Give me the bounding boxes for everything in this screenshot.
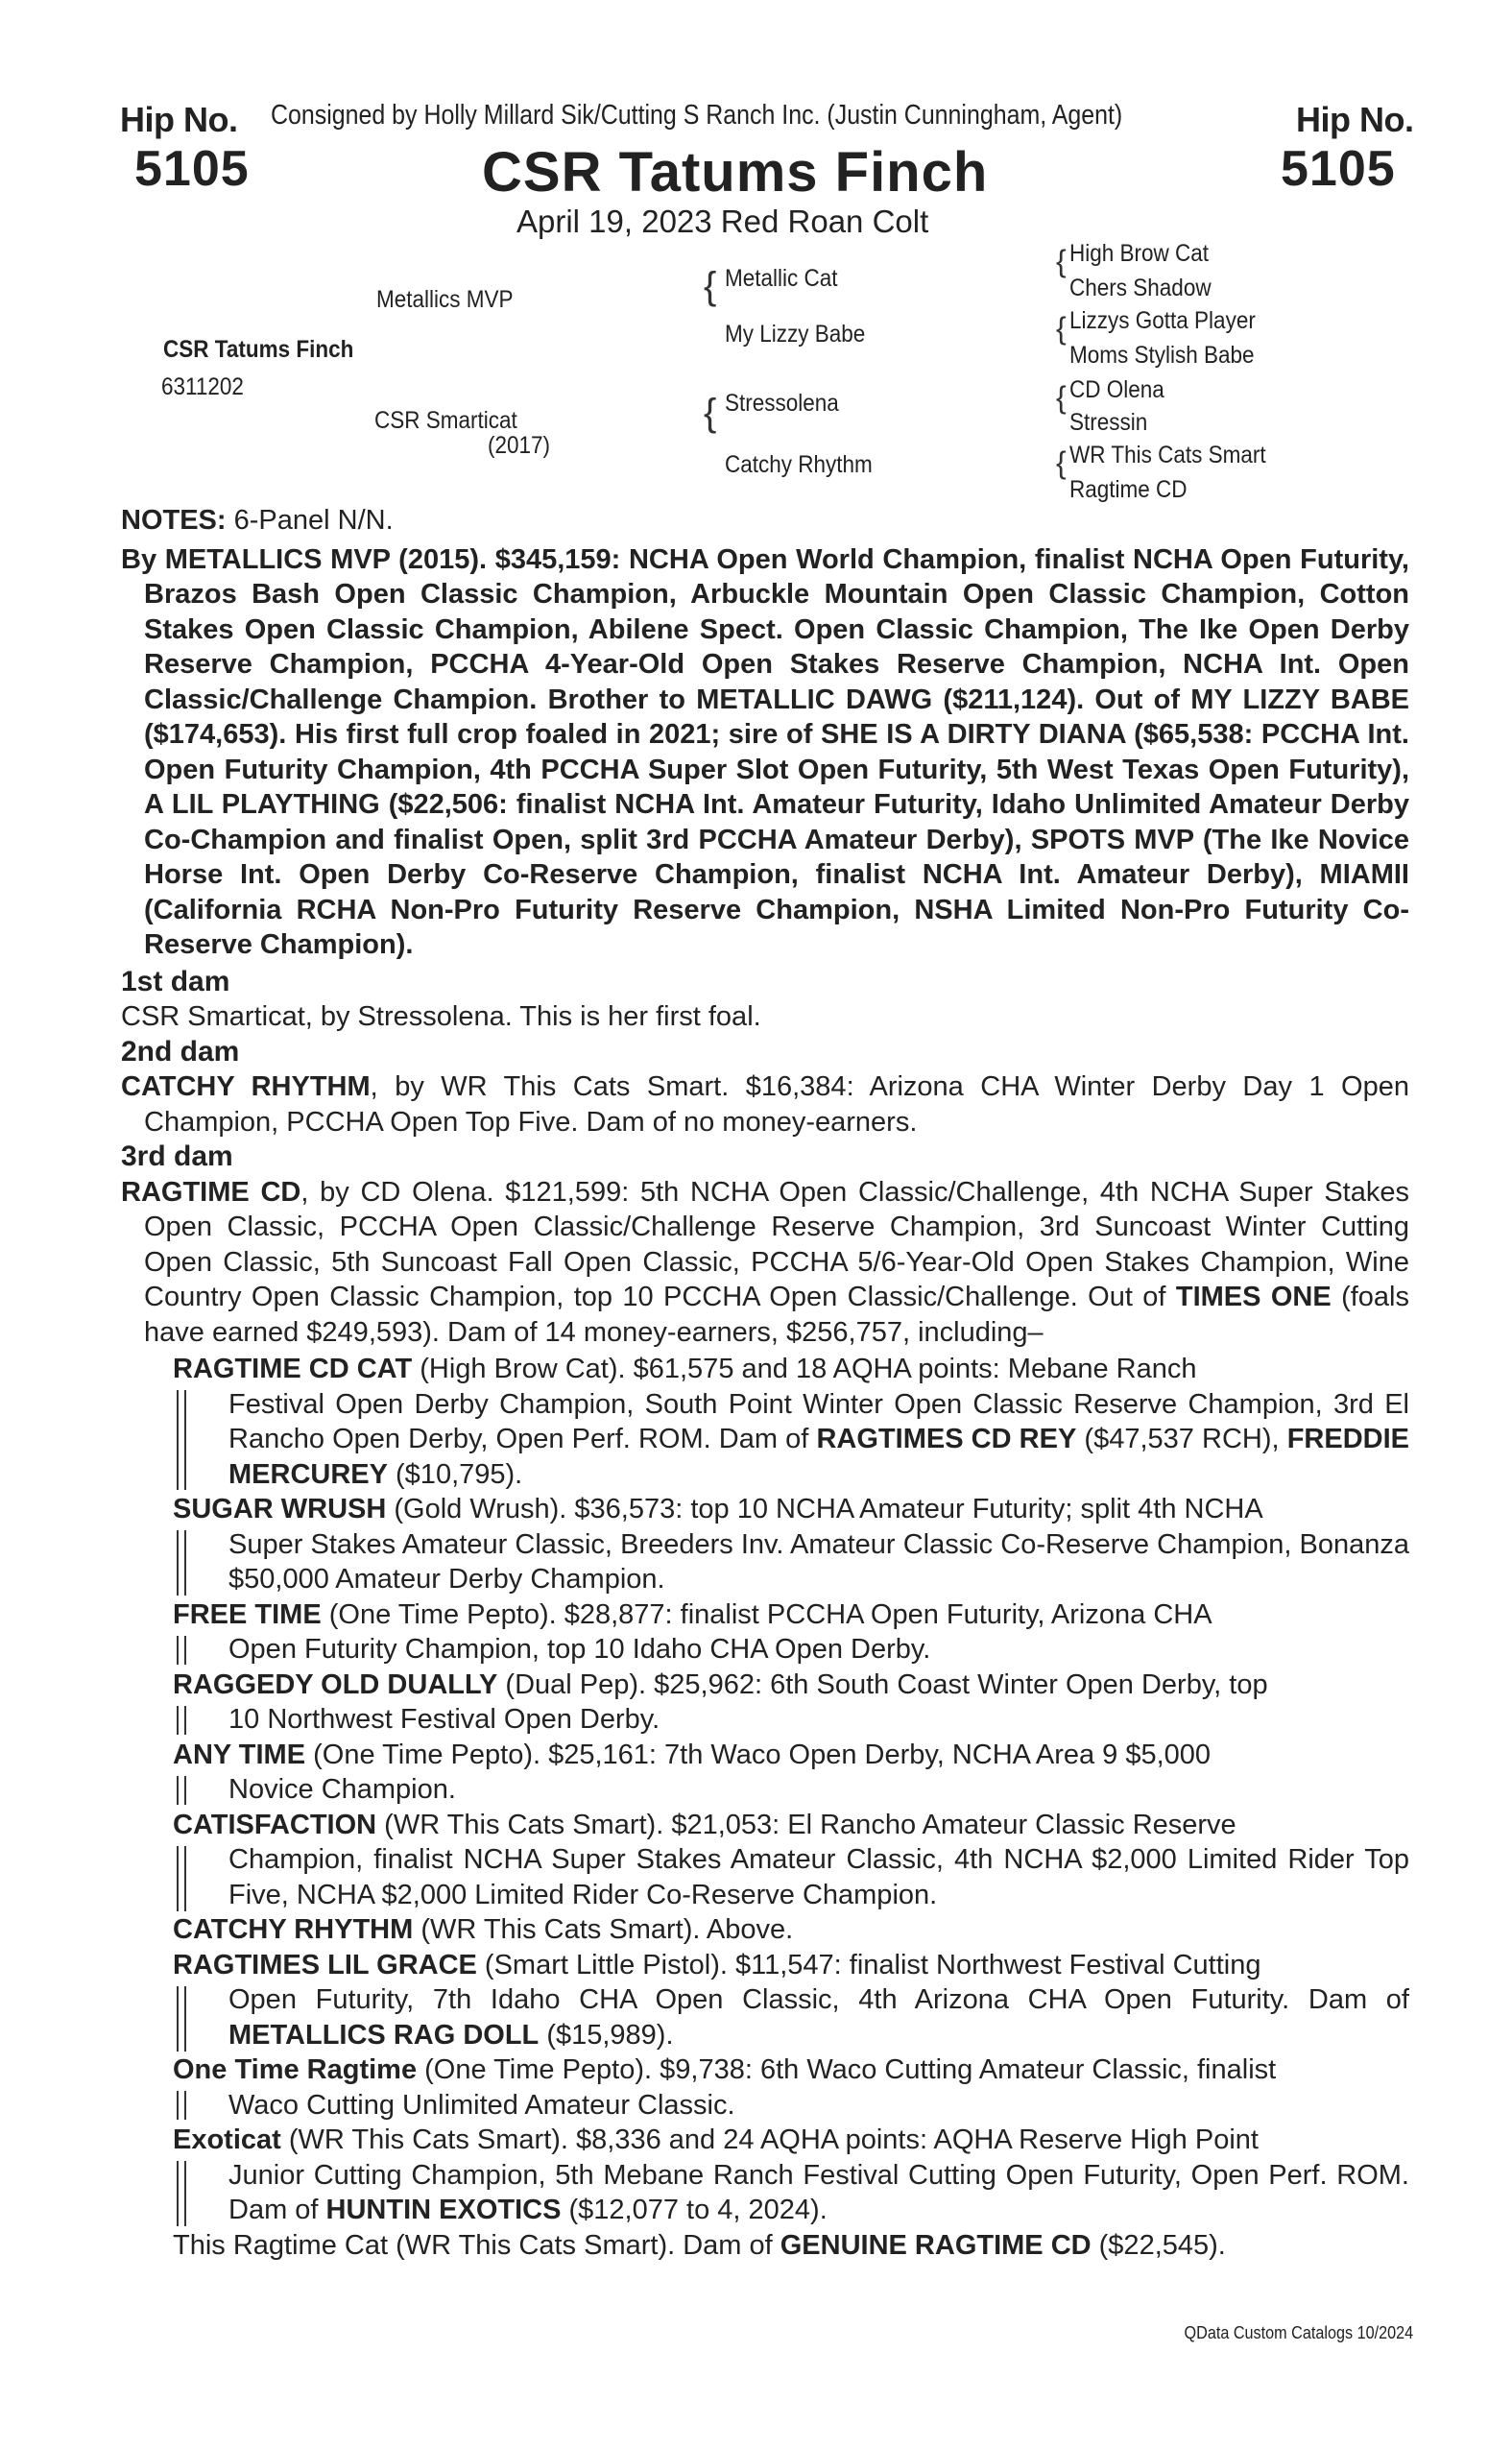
- produce-name: RAGTIME CD CAT: [173, 1354, 413, 1384]
- produce-name: RAGGEDY OLD DUALLY: [173, 1668, 498, 1700]
- third-dam-name: RAGTIME CD: [121, 1176, 301, 1208]
- pedigree-dd-dam: Ragtime CD: [1069, 476, 1188, 503]
- produce-offspring: RAGTIMES CD REY: [816, 1424, 1077, 1454]
- produce-body: [173, 2158, 1409, 2228]
- catalog-body: [121, 503, 1409, 2263]
- produce-item: [121, 1597, 1409, 1668]
- second-dam-paragraph: [121, 1069, 1409, 1140]
- produce-first-line: [173, 1352, 1409, 1387]
- produce-first-text: (WR This Cats Smart). Dam of: [388, 2229, 780, 2261]
- produce-item: [121, 2228, 1409, 2264]
- pedigree-dam: CSR Smarticat: [374, 407, 517, 434]
- produce-bars: [177, 1706, 186, 1735]
- third-dam-text-b: (foals have earned $249,593). Dam of 14 money-earners, $256,757, including–: [144, 1282, 1409, 1348]
- produce-item: [121, 1668, 1409, 1738]
- consigned-by: Consigned by Holly Millard Sik/Cutting S Ranch Inc. (Justin Cunningham, Agent): [271, 100, 1123, 131]
- foal-line: April 19, 2023 Red Roan Colt: [516, 204, 929, 239]
- produce-first-line: [173, 2052, 1409, 2088]
- produce-rest: ($47,537 RCH),: [1076, 1424, 1287, 1454]
- produce-body: [173, 2088, 1409, 2124]
- pedigree-sd-dam: Moms Stylish Babe: [1069, 342, 1255, 369]
- produce-item: [121, 1948, 1409, 2053]
- produce-name: RAGTIMES LIL GRACE: [173, 1949, 477, 1980]
- produce-offspring: FREDDIE MERCUREY: [228, 1424, 1410, 1490]
- produce-list: [121, 1352, 1409, 2263]
- produce-item: [121, 2123, 1409, 2228]
- produce-rest: ($10,795).: [387, 1458, 523, 1490]
- produce-body: [173, 1702, 1409, 1738]
- produce-first-line: [173, 1492, 1409, 1527]
- hip-number-left: 5105: [134, 141, 250, 197]
- produce-name: CATCHY RHYTHM: [173, 1914, 414, 1945]
- pedigree-registration: 6311202: [161, 373, 244, 400]
- pedigree-dam-sire: Stressolena: [725, 390, 839, 417]
- produce-first-line: [173, 1948, 1409, 1983]
- produce-name: ANY TIME: [173, 1739, 306, 1770]
- brace-icon: {: [704, 265, 717, 307]
- brace-icon: {: [1056, 311, 1067, 346]
- pedigree-ss-dam: Chers Shadow: [1069, 275, 1212, 301]
- produce-offspring: GENUINE RAGTIME CD: [780, 2229, 1092, 2261]
- produce-first-line: [173, 2123, 1409, 2158]
- produce-body: [173, 1387, 1409, 1493]
- third-dam-paragraph: [121, 1175, 1409, 1351]
- produce-rest: Open Futurity, 7th Idaho CHA Open Classic, 4th Arizona CHA Open Futurity. Dam of: [228, 1984, 1409, 2015]
- produce-rest: ($15,989).: [539, 2019, 674, 2051]
- produce-rest: Junior Cutting Champion, 5th Mebane Ranch Festival Cutting Open Futurity, Open Perf. ROM. Dam of: [228, 2159, 1409, 2225]
- produce-item: [121, 1492, 1409, 1597]
- produce-name: FREE TIME: [173, 1598, 322, 1630]
- produce-item: [121, 1738, 1409, 1808]
- pedigree-dam-year: (2017): [488, 432, 551, 459]
- produce-first-text: (WR This Cats Smart). $21,053: El Rancho Amateur Classic Reserve: [376, 1809, 1236, 1840]
- pedigree-subject: CSR Tatums Finch: [163, 336, 354, 363]
- produce-bars: [177, 1846, 186, 1911]
- produce-first-text: (One Time Pepto). $25,161: 7th Waco Open Derby, NCHA Area 9 $5,000: [305, 1739, 1212, 1770]
- footer-credit: QData Custom Catalogs 10/2024: [1184, 2323, 1413, 2342]
- pedigree-sire: Metallics MVP: [376, 286, 514, 313]
- produce-item: [121, 1352, 1409, 1492]
- produce-first-text: (WR This Cats Smart). Above.: [413, 1914, 794, 1945]
- pedigree-ds-sire: CD Olena: [1069, 376, 1164, 403]
- produce-rest: 10 Northwest Festival Open Derby.: [228, 1704, 660, 1735]
- produce-rest: Open Futurity Champion, top 10 Idaho CHA Open Derby.: [228, 1634, 931, 1665]
- brace-icon: {: [1056, 445, 1067, 480]
- brace-icon: {: [704, 392, 717, 434]
- third-dam-heading: 3rd dam: [121, 1140, 233, 1172]
- produce-bars: [177, 1986, 186, 2052]
- produce-bars: [177, 2161, 186, 2226]
- brace-icon: {: [1056, 244, 1067, 278]
- produce-first-text: (Smart Little Pistol). $11,547: finalist Northwest Festival Cutting: [476, 1949, 1261, 1980]
- produce-first-line: [173, 2228, 1409, 2264]
- produce-first-line: [173, 1808, 1409, 1843]
- produce-first-line: [173, 1738, 1409, 1773]
- hip-label-left: Hip No.: [120, 100, 238, 139]
- pedigree-sire-sire: Metallic Cat: [725, 265, 838, 292]
- produce-name: Exoticat: [173, 2124, 281, 2155]
- produce-first-line: [173, 1912, 1409, 1948]
- third-dam-text-a: , by CD Olena. $121,599: 5th NCHA Open Classic/Challenge, 4th NCHA Super Stakes Open Classic, PCCHA Open Classic/Challenge Reserve Champion, 3rd Suncoast Winter Cutting Open Classic, 5th Suncoast Fall Open Classic, PCCHA 5/6-Year-Old Open Stakes Champion, Wine Country Open Classic Champion, top 10 PCCHA Open Classic/Challenge. Out of: [144, 1176, 1409, 1312]
- produce-item: [121, 1912, 1409, 1948]
- pedigree-sire-dam: My Lizzy Babe: [725, 321, 866, 348]
- produce-rest: Super Stakes Amateur Classic, Breeders Inv. Amateur Classic Co-Reserve Champion, Bonanza $50,000 Amateur Derby Champion.: [228, 1528, 1409, 1595]
- produce-bars: [177, 2091, 186, 2120]
- produce-first-text: (One Time Pepto). $28,877: finalist PCCHA Open Futurity, Arizona CHA: [321, 1598, 1212, 1630]
- notes-text: 6-Panel N/N.: [233, 505, 394, 536]
- produce-name: One Time Ragtime: [173, 2054, 418, 2085]
- second-dam-name: CATCHY RHYTHM: [121, 1071, 371, 1102]
- first-dam-text: CSR Smarticat, by Stressolena. This is her first foal.: [121, 1001, 761, 1032]
- produce-rest: Festival Open Derby Champion, South Point Winter Open Classic Reserve Champion, 3rd El Rancho Open Derby, Open Perf. ROM. Dam of: [228, 1388, 1409, 1454]
- produce-offspring: METALLICS RAG DOLL: [228, 2019, 540, 2051]
- second-dam-heading: 2nd dam: [121, 1035, 240, 1068]
- pedigree-dd-sire: WR This Cats Smart: [1069, 442, 1266, 468]
- produce-first-line: [173, 1668, 1409, 1703]
- second-dam-text: , by WR This Cats Smart. $16,384: Arizona CHA Winter Derby Day 1 Open Champion, PCCHA Open Top Five. Dam of no money-earners.: [144, 1071, 1409, 1138]
- produce-rest: Novice Champion.: [228, 1774, 456, 1805]
- pedigree-sd-sire: Lizzys Gotta Player: [1069, 307, 1256, 334]
- produce-bars: [177, 1390, 186, 1490]
- produce-first-text: (Gold Wrush). $36,573: top 10 NCHA Amateur Futurity; split 4th NCHA: [386, 1494, 1263, 1524]
- produce-name: CATISFACTION: [173, 1809, 377, 1840]
- produce-body: [173, 1527, 1409, 1597]
- pedigree-ds-dam: Stressin: [1069, 409, 1148, 436]
- produce-body: [173, 1772, 1409, 1808]
- horse-name: CSR Tatums Finch: [482, 141, 989, 204]
- sire-summary: By METALLICS MVP (2015). $345,159: NCHA Open World Champion, finalist NCHA Open Futurity, Brazos Bash Open Classic Champion, Arbuckle Mountain Open Classic Champion, Cotton Stakes Open Classic Champion, Abilene Spect. Open Classic Champion, The Ike Open Derby Reserve Champion, PCCHA 4-Year-Old Open Stakes Reserve Champion, NCHA Int. Open Classic/Challenge Champion. Brother to METALLIC DAWG ($211,124). Out of MY LIZZY BABE ($174,653). His first full crop foaled in 2021; sire of SHE IS A DIRTY DIANA ($65,538: PCCHA Int. Open Futurity Champion, 4th PCCHA Super Slot Open Futurity, 5th West Texas Open Futurity), A LIL PLAYTHING ($22,506: finalist NCHA Int. Amateur Futurity, Idaho Unlimited Amateur Derby Co-Champion and finalist Open, split 3rd PCCHA Amateur Derby), SPOTS MVP (The Ike Novice Horse Int. Open Derby Co-Reserve Champion, finalist NCHA Int. Amateur Derby), MIAMII (California RCHA Non-Pro Futurity Reserve Champion, NSHA Limited Non-Pro Futurity Co-Reserve Champion).: [121, 543, 1409, 960]
- produce-name: This Ragtime Cat: [173, 2229, 389, 2261]
- hip-number-right: 5105: [1281, 141, 1396, 197]
- produce-first-text: (WR This Cats Smart). $8,336 and 24 AQHA points: AQHA Reserve High Point: [280, 2124, 1259, 2155]
- produce-first-line: [173, 1597, 1409, 1633]
- produce-rest: ($22,545).: [1091, 2229, 1226, 2261]
- pedigree-ss-sire: High Brow Cat: [1069, 240, 1210, 267]
- produce-rest: Waco Cutting Unlimited Amateur Classic.: [228, 2089, 735, 2121]
- produce-first-text: (Dual Pep). $25,962: 6th South Coast Winter Open Derby, top: [497, 1668, 1268, 1700]
- produce-body: [173, 1632, 1409, 1668]
- produce-body: [173, 1982, 1409, 2052]
- notes-label: NOTES:: [121, 505, 227, 536]
- produce-first-text: (High Brow Cat). $61,575 and 18 AQHA points: Mebane Ranch: [412, 1354, 1197, 1384]
- produce-name: SUGAR WRUSH: [173, 1494, 387, 1524]
- pedigree-dam-dam: Catchy Rhythm: [725, 451, 873, 478]
- produce-first-text: (One Time Pepto). $9,738: 6th Waco Cutting Amateur Classic, finalist: [417, 2054, 1277, 2085]
- produce-item: [121, 1808, 1409, 1913]
- produce-rest: ($12,077 to 4, 2024).: [561, 2195, 828, 2225]
- produce-offspring: HUNTIN EXOTICS: [325, 2195, 562, 2225]
- produce-bars: [177, 1530, 186, 1596]
- produce-bars: [177, 1636, 186, 1665]
- hip-label-right: Hip No.: [1296, 100, 1414, 139]
- produce-bars: [177, 1776, 186, 1805]
- third-dam-dam-name: TIMES ONE: [1175, 1282, 1332, 1312]
- produce-item: [121, 2052, 1409, 2123]
- notes-line: [121, 503, 1409, 539]
- brace-icon: {: [1056, 380, 1067, 415]
- produce-body: [173, 1842, 1409, 1912]
- produce-rest: Champion, finalist NCHA Super Stakes Amateur Classic, 4th NCHA $2,000 Limited Rider Top Five, NCHA $2,000 Limited Rider Co-Reserve Champion.: [228, 1844, 1409, 1910]
- first-dam-heading: 1st dam: [121, 965, 230, 997]
